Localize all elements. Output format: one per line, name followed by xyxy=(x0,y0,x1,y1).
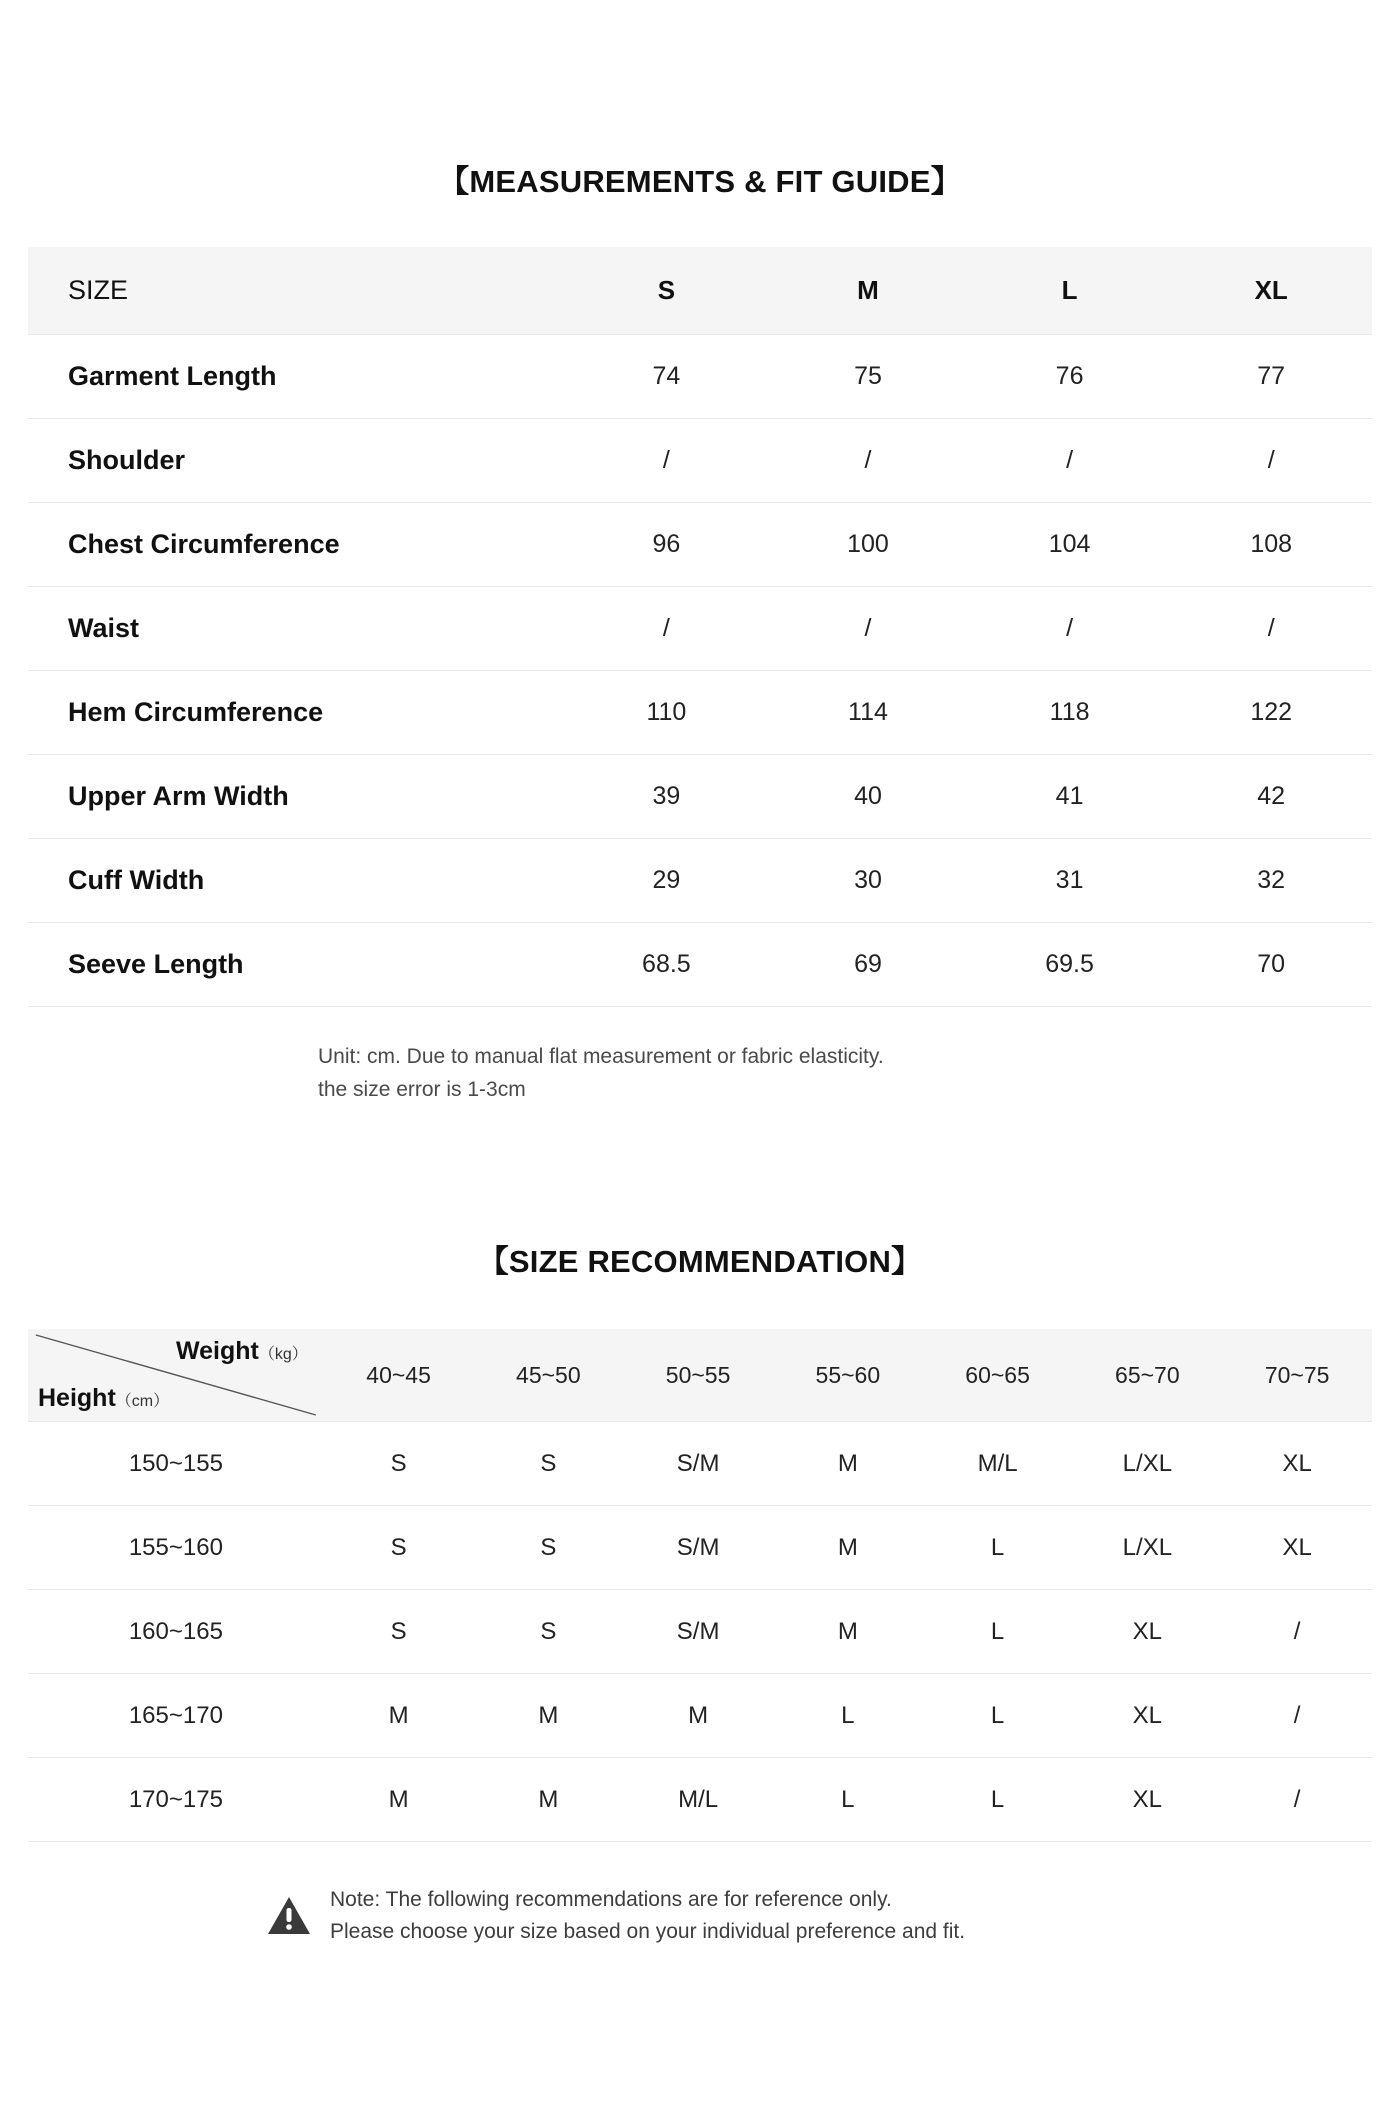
cell-value: 108 xyxy=(1170,503,1372,587)
table-row xyxy=(28,419,1372,503)
table-row xyxy=(28,587,1372,671)
row-label: Waist xyxy=(28,587,566,671)
table-row xyxy=(28,1758,1372,1842)
weight-range-header: 70~75 xyxy=(1222,1329,1372,1422)
table-row xyxy=(28,1674,1372,1758)
table-row xyxy=(28,335,1372,419)
size-cell: S/M xyxy=(623,1506,773,1590)
corner-weight-label: Weight（kg） xyxy=(175,1337,308,1366)
row-label: Hem Circumference xyxy=(28,671,566,755)
cell-value: 114 xyxy=(767,671,969,755)
row-label: Upper Arm Width xyxy=(28,755,566,839)
cell-value: 69.5 xyxy=(969,923,1171,1007)
table-row xyxy=(28,503,1372,587)
weight-range-header: 60~65 xyxy=(923,1329,1073,1422)
size-cell: S xyxy=(473,1506,623,1590)
cell-value: 69 xyxy=(767,923,969,1007)
note-line-2: the size error is 1-3cm xyxy=(318,1077,526,1101)
cell-value: / xyxy=(969,587,1171,671)
cell-value: 31 xyxy=(969,839,1171,923)
weight-range-header: 50~55 xyxy=(623,1329,773,1422)
measurements-table-wrap xyxy=(28,247,1372,1008)
table-row xyxy=(28,1506,1372,1590)
corner-height-label: Height（cm） xyxy=(38,1384,170,1413)
cell-value: / xyxy=(969,419,1171,503)
size-cell: XL xyxy=(1222,1422,1372,1506)
size-cell: M xyxy=(473,1674,623,1758)
column-header-m: M xyxy=(767,247,969,335)
size-cell: S/M xyxy=(623,1590,773,1674)
measurements-header-row xyxy=(28,247,1372,335)
height-range-label: 165~170 xyxy=(28,1674,324,1758)
cell-value: / xyxy=(566,587,768,671)
size-cell: L xyxy=(923,1590,1073,1674)
height-range-label: 160~165 xyxy=(28,1590,324,1674)
size-cell: / xyxy=(1222,1590,1372,1674)
size-cell: M xyxy=(473,1758,623,1842)
cell-value: 100 xyxy=(767,503,969,587)
cell-value: 74 xyxy=(566,335,768,419)
height-range-label: 150~155 xyxy=(28,1422,324,1506)
size-cell: S xyxy=(324,1506,474,1590)
height-weight-corner-cell xyxy=(28,1329,324,1422)
cell-value: 70 xyxy=(1170,923,1372,1007)
height-range-label: 155~160 xyxy=(28,1506,324,1590)
weight-range-header: 45~50 xyxy=(473,1329,623,1422)
cell-value: 32 xyxy=(1170,839,1372,923)
cell-value: 118 xyxy=(969,671,1171,755)
cell-value: 29 xyxy=(566,839,768,923)
column-header-xl: XL xyxy=(1170,247,1372,335)
cell-value: 104 xyxy=(969,503,1171,587)
cell-value: 30 xyxy=(767,839,969,923)
size-cell: S xyxy=(324,1422,474,1506)
size-cell: M xyxy=(324,1674,474,1758)
row-label: Shoulder xyxy=(28,419,566,503)
size-cell: M xyxy=(623,1674,773,1758)
size-cell: L xyxy=(773,1758,923,1842)
weight-range-header: 65~70 xyxy=(1072,1329,1222,1422)
size-cell: M/L xyxy=(923,1422,1073,1506)
table-row xyxy=(28,755,1372,839)
recommendation-table-wrap xyxy=(28,1329,1372,1842)
size-cell: XL xyxy=(1072,1674,1222,1758)
measurement-unit-note xyxy=(28,1041,1372,1106)
recommendation-header-row xyxy=(28,1329,1372,1422)
row-label: Garment Length xyxy=(28,335,566,419)
row-label: Chest Circumference xyxy=(28,503,566,587)
table-row xyxy=(28,1422,1372,1506)
column-header-size: SIZE xyxy=(28,247,566,335)
cell-value: 42 xyxy=(1170,755,1372,839)
column-header-s: S xyxy=(566,247,768,335)
warning-triangle-icon xyxy=(266,1893,312,1939)
column-header-l: L xyxy=(969,247,1171,335)
cell-value: / xyxy=(566,419,768,503)
size-cell: M xyxy=(773,1506,923,1590)
size-guide-page xyxy=(0,21,1400,2121)
cell-value: 75 xyxy=(767,335,969,419)
size-cell: M xyxy=(773,1422,923,1506)
cell-value: 68.5 xyxy=(566,923,768,1007)
cell-value: 96 xyxy=(566,503,768,587)
size-cell: S xyxy=(473,1422,623,1506)
size-cell: L xyxy=(923,1758,1073,1842)
cell-value: 77 xyxy=(1170,335,1372,419)
cell-value: 41 xyxy=(969,755,1171,839)
cell-value: 122 xyxy=(1170,671,1372,755)
recommendation-title: 【SIZE RECOMMENDATION】 xyxy=(477,1244,923,1280)
size-cell: XL xyxy=(1072,1590,1222,1674)
cell-value: / xyxy=(1170,587,1372,671)
row-label: Cuff Width xyxy=(28,839,566,923)
recommendation-note-text xyxy=(330,1884,965,1947)
cell-value: 39 xyxy=(566,755,768,839)
table-row xyxy=(28,923,1372,1007)
table-row xyxy=(28,839,1372,923)
size-cell: L/XL xyxy=(1072,1422,1222,1506)
cell-value: 76 xyxy=(969,335,1171,419)
size-cell: M/L xyxy=(623,1758,773,1842)
size-cell: S xyxy=(473,1590,623,1674)
recommendation-table xyxy=(28,1329,1372,1842)
size-cell: XL xyxy=(1222,1506,1372,1590)
measurements-title: 【MEASUREMENTS & FIT GUIDE】 xyxy=(438,163,962,199)
table-row xyxy=(28,1590,1372,1674)
weight-range-header: 40~45 xyxy=(324,1329,474,1422)
size-cell: M xyxy=(324,1758,474,1842)
cell-value: / xyxy=(767,587,969,671)
cell-value: 110 xyxy=(566,671,768,755)
cell-value: 40 xyxy=(767,755,969,839)
size-cell: XL xyxy=(1072,1758,1222,1842)
cell-value: / xyxy=(767,419,969,503)
size-cell: M xyxy=(773,1590,923,1674)
recommendation-note xyxy=(28,1884,1372,1947)
size-cell: S xyxy=(324,1590,474,1674)
size-cell: / xyxy=(1222,1758,1372,1842)
height-range-label: 170~175 xyxy=(28,1758,324,1842)
note-line-2: Please choose your size based on your individual preference and fit. xyxy=(330,1919,966,1943)
table-row xyxy=(28,671,1372,755)
size-cell: L xyxy=(773,1674,923,1758)
size-cell: L xyxy=(923,1506,1073,1590)
weight-range-header: 55~60 xyxy=(773,1329,923,1422)
size-cell: / xyxy=(1222,1674,1372,1758)
size-cell: L/XL xyxy=(1072,1506,1222,1590)
size-cell: L xyxy=(923,1674,1073,1758)
note-line-1: Note: The following recommendations are for reference only. xyxy=(330,1888,892,1912)
note-line-1: Unit: cm. Due to manual flat measurement or fabric elasticity. xyxy=(318,1045,884,1069)
row-label: Seeve Length xyxy=(28,923,566,1007)
size-cell: S/M xyxy=(623,1422,773,1506)
cell-value: / xyxy=(1170,419,1372,503)
measurements-table xyxy=(28,247,1372,1008)
